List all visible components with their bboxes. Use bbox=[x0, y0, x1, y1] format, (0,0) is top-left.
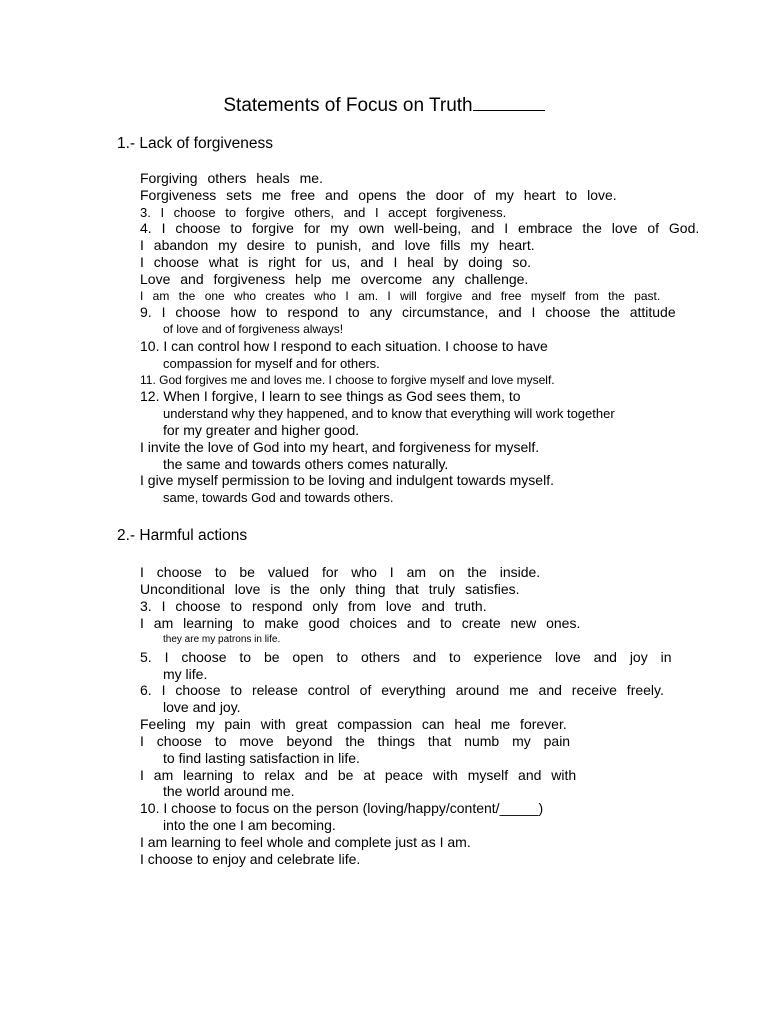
statement-line: 5. I choose to be open to others and to experience love and joy in bbox=[140, 649, 672, 665]
statement-line: I am the one who creates who I am. I will forgive and free myself from the past. bbox=[140, 289, 661, 303]
statement-line: 12. When I forgive, I learn to see things as God sees them, to bbox=[140, 388, 521, 404]
statement-line: my life. bbox=[163, 666, 208, 682]
statement-line: I am learning to make good choices and to create new ones. bbox=[140, 615, 581, 631]
section-heading-lack-of-forgiveness: 1.- Lack of forgiveness bbox=[117, 135, 273, 152]
statement-line: Feeling my pain with great compassion can heal me forever. bbox=[140, 716, 567, 732]
statement-line: I choose to be valued for who I am on the inside. bbox=[140, 564, 541, 580]
statement-line: 6. I choose to release control of everything around me and receive freely. bbox=[140, 682, 664, 698]
statement-line: the world around me. bbox=[163, 783, 295, 799]
title-underline bbox=[473, 94, 545, 111]
statement-line: I am learning to feel whole and complete just as I am. bbox=[140, 834, 471, 850]
statement-line: love and joy. bbox=[163, 699, 241, 715]
statement-line: same, towards God and towards others. bbox=[163, 490, 394, 505]
statement-line: of love and of forgiveness always! bbox=[163, 322, 344, 336]
statement-line: 3. I choose to respond only from love and truth. bbox=[140, 598, 487, 614]
statement-line: I invite the love of God into my heart, and forgiveness for myself. bbox=[140, 439, 540, 455]
statement-line: 4. I choose to forgive for my own well-being, and I embrace the love of God. bbox=[140, 220, 700, 236]
title-text: Statements of Focus on Truth bbox=[223, 95, 473, 116]
statement-line: I choose to move beyond the things that numb my pain bbox=[140, 733, 571, 749]
statement-line: understand why they happened, and to know that everything will work together bbox=[163, 406, 615, 421]
statement-line: to find lasting satisfaction in life. bbox=[163, 750, 360, 766]
statement-line: I abandon my desire to punish, and love fills my heart. bbox=[140, 237, 535, 253]
statement-line: I am learning to relax and be at peace with myself and with bbox=[140, 767, 577, 783]
statement-line: I give myself permission to be loving and indulgent towards myself. bbox=[140, 472, 554, 488]
statement-line: 9. I choose how to respond to any circumstance, and I choose the attitude bbox=[140, 304, 676, 320]
statement-line: Forgiving others heals me. bbox=[140, 170, 323, 186]
statement-line: I choose what is right for us, and I heal by doing so. bbox=[140, 254, 532, 270]
statement-line: 11. God forgives me and loves me. I choose to forgive myself and love myself. bbox=[140, 373, 555, 387]
statement-line: I choose to enjoy and celebrate life. bbox=[140, 851, 361, 867]
statement-line: into the one I am becoming. bbox=[163, 817, 336, 833]
section-heading-harmful-actions: 2.- Harmful actions bbox=[117, 527, 248, 544]
statement-line: Unconditional love is the only thing that truly satisfies. bbox=[140, 581, 520, 597]
statement-line: Forgiveness sets me free and opens the door of my heart to love. bbox=[140, 187, 617, 203]
statement-line: compassion for myself and for others. bbox=[163, 356, 380, 371]
statement-line: Love and forgiveness help me overcome any challenge. bbox=[140, 271, 529, 287]
statement-line: 3. I choose to forgive others, and I accept forgiveness. bbox=[140, 205, 507, 220]
statement-line: 10. I choose to focus on the person (loving/happy/content/_____) bbox=[140, 800, 544, 816]
statement-line: 10. I can control how I respond to each situation. I choose to have bbox=[140, 338, 548, 354]
statement-line: they are my patrons in life. bbox=[163, 634, 281, 645]
statement-line: the same and towards others comes naturally. bbox=[163, 456, 449, 472]
page-title bbox=[0, 94, 768, 118]
statement-line: for my greater and higher good. bbox=[163, 422, 360, 438]
